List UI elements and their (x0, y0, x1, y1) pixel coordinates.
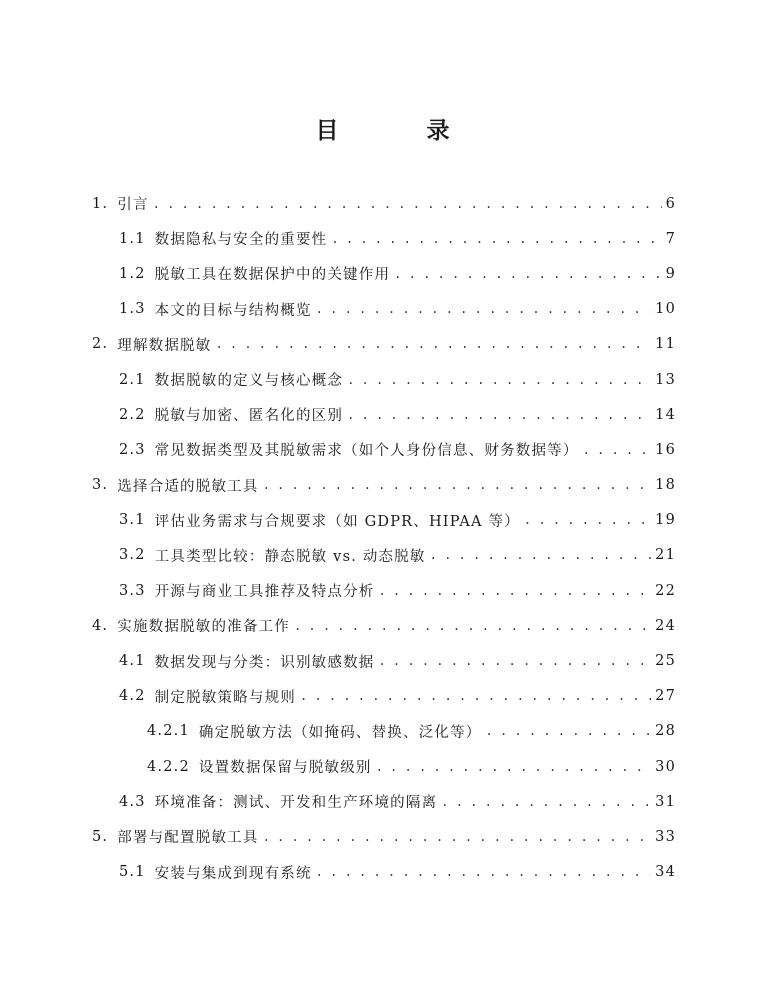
toc-entry-page-number: 13 (655, 371, 676, 388)
toc-dot-leader (486, 724, 652, 738)
toc-title: 目 录 (315, 118, 490, 144)
toc-entry-page-number: 31 (655, 793, 676, 810)
toc-entry-title: 理解数据脱敏 (117, 337, 212, 354)
toc-entry-title: 确定脱敏方法（如掩码、替换、泛化等） (198, 724, 482, 741)
toc-entry-page-number: 21 (655, 547, 676, 564)
toc-dot-leader (215, 337, 651, 351)
toc-dot-leader (263, 830, 652, 844)
toc-entry-number: 1. (92, 195, 109, 212)
toc-entry-title: 数据发现与分类：识别敏感数据 (154, 654, 375, 671)
toc-dot-leader (376, 760, 652, 774)
toc-entry[interactable] (0, 362, 765, 397)
toc-dot-leader (153, 197, 662, 211)
toc-dot-leader (300, 689, 651, 703)
toc-entry-title: 数据脱敏的定义与核心概念 (154, 373, 344, 390)
toc-entry[interactable] (0, 643, 765, 678)
toc-entry-number: 4.2.2 (147, 758, 190, 775)
toc-entry-page-number: 30 (655, 758, 676, 775)
toc-entry-number: 4.3 (119, 793, 146, 810)
toc-entry-title: 安装与集成到现有系统 (154, 865, 312, 882)
toc-entry-number: 3.2 (119, 547, 146, 564)
toc-entry[interactable] (0, 327, 765, 362)
toc-entry-title: 环境准备：测试、开发和生产环境的隔离 (154, 795, 438, 812)
toc-entry[interactable] (0, 292, 765, 327)
toc-entry[interactable] (0, 503, 765, 538)
toc-dot-leader (316, 302, 651, 316)
toc-dot-leader (430, 548, 652, 562)
toc-entry-title: 脱敏与加密、匿名化的区别 (154, 408, 344, 425)
toc-entry-page-number: 9 (665, 265, 676, 282)
toc-entry-title: 评估业务需求与合规要求（如 GDPR、HIPAA 等） (154, 513, 520, 530)
toc-entry-page-number: 24 (655, 617, 676, 634)
toc-entry[interactable] (0, 679, 765, 714)
toc-dot-leader (524, 513, 651, 527)
toc-entry[interactable] (0, 819, 765, 854)
toc-entry-number: 3.1 (119, 512, 146, 529)
toc-entry[interactable] (0, 855, 765, 890)
toc-entry-title: 实施数据脱敏的准备工作 (117, 619, 290, 636)
toc-entry[interactable] (0, 397, 765, 432)
toc-entry-page-number: 34 (655, 864, 676, 881)
toc-entry-page-number: 28 (655, 723, 676, 740)
toc-entry-number: 3. (92, 477, 109, 494)
toc-entry[interactable] (0, 538, 765, 573)
toc-entry-number: 4.2 (119, 688, 146, 705)
toc-dot-leader (316, 865, 651, 879)
toc-entry-number: 1.3 (119, 301, 146, 318)
toc-dot-leader (394, 267, 661, 281)
toc-entry[interactable] (0, 749, 765, 784)
toc-entry[interactable] (0, 186, 765, 221)
toc-entry-number: 2.3 (119, 441, 146, 458)
toc-entry-page-number: 27 (655, 688, 676, 705)
toc-entry-number: 4.2.1 (147, 723, 190, 740)
toc-entry-number: 4. (92, 617, 109, 634)
toc-dot-leader (441, 795, 651, 809)
toc-entry[interactable] (0, 432, 765, 467)
toc-entry[interactable] (0, 608, 765, 643)
toc-entry-number: 5.1 (119, 864, 146, 881)
toc-entry-number: 4.1 (119, 653, 146, 670)
toc-entry-title: 制定脱敏策略与规则 (154, 689, 296, 706)
toc-entry-number: 1.1 (119, 230, 146, 247)
toc-entry-title: 引言 (117, 197, 149, 214)
table-of-contents (0, 186, 765, 890)
toc-entry-page-number: 11 (655, 336, 676, 353)
toc-entry-page-number: 10 (655, 301, 676, 318)
toc-entry-title: 脱敏工具在数据保护中的关键作用 (154, 267, 391, 284)
toc-entry-number: 2.1 (119, 371, 146, 388)
toc-dot-leader (347, 408, 651, 422)
toc-entry[interactable] (0, 714, 765, 749)
toc-entry-number: 5. (92, 828, 109, 845)
toc-entry-title: 数据隐私与安全的重要性 (154, 232, 328, 249)
toc-entry[interactable] (0, 468, 765, 503)
toc-entry-title: 开源与商业工具推荐及特点分析 (154, 584, 375, 601)
toc-entry-page-number: 16 (655, 441, 676, 458)
toc-entry[interactable] (0, 573, 765, 608)
toc-entry-number: 3.3 (119, 582, 146, 599)
toc-dot-leader (331, 232, 661, 246)
toc-entry[interactable] (0, 256, 765, 291)
toc-dot-leader (347, 373, 651, 387)
toc-dot-leader (583, 443, 652, 457)
toc-entry-number: 1.2 (119, 265, 146, 282)
toc-entry-title: 选择合适的脱敏工具 (117, 478, 259, 495)
toc-entry-title: 设置数据保留与脱敏级别 (198, 760, 372, 777)
toc-entry-page-number: 18 (655, 477, 676, 494)
toc-entry-page-number: 33 (655, 828, 676, 845)
toc-entry-title: 常见数据类型及其脱敏需求（如个人身份信息、财务数据等） (154, 443, 579, 460)
toc-entry-page-number: 25 (655, 653, 676, 670)
toc-entry-title: 工具类型比较：静态脱敏 vs. 动态脱敏 (154, 548, 426, 565)
toc-dot-leader (378, 584, 651, 598)
toc-entry-page-number: 19 (655, 512, 676, 529)
toc-entry-page-number: 7 (665, 230, 676, 247)
toc-entry-number: 2.2 (119, 406, 146, 423)
toc-entry-page-number: 14 (655, 406, 676, 423)
toc-entry-number: 2. (92, 336, 109, 353)
toc-entry-page-number: 6 (665, 195, 676, 212)
toc-entry-title: 本文的目标与结构概览 (154, 302, 312, 319)
toc-entry-title: 部署与配置脱敏工具 (117, 830, 259, 847)
toc-entry-page-number: 22 (655, 582, 676, 599)
toc-dot-leader (378, 654, 651, 668)
toc-dot-leader (263, 478, 652, 492)
toc-entry[interactable] (0, 221, 765, 256)
toc-dot-leader (294, 619, 651, 633)
toc-entry[interactable] (0, 784, 765, 819)
